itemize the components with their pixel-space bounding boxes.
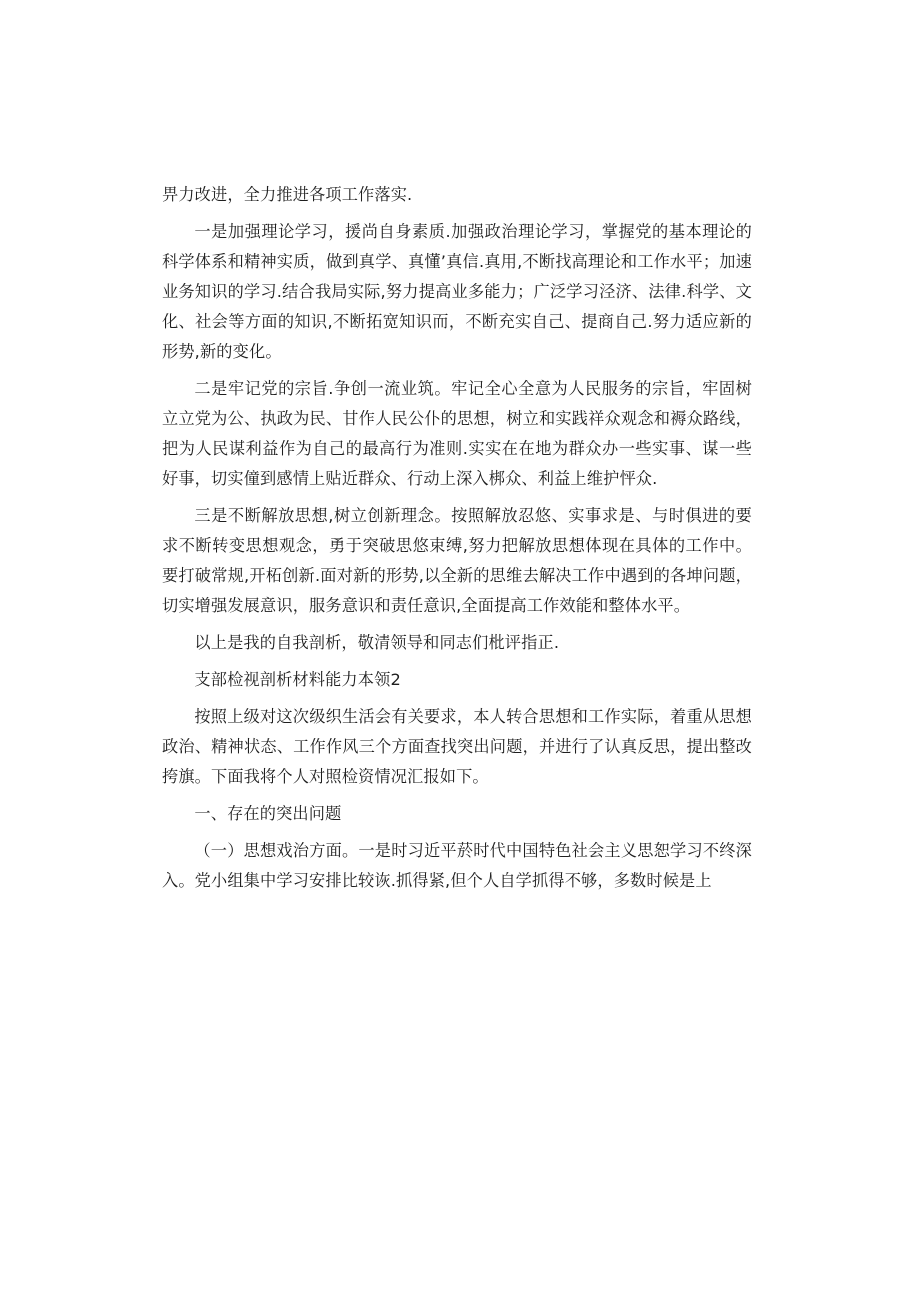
section-heading: 一、存在的突出问题 (194, 804, 342, 823)
paragraph-continued: 畀力改进，全力推进各项工作落实. (162, 185, 413, 204)
paragraph-closing-remark: 以上是我的自我剖析，敬清领导和同志们枇评指正. (194, 633, 560, 652)
paragraph-introduction: 按照上级对这次级织生活会有关要求，本人转合思想和工作实际，着重从思想政治、精神状态、工作作风三个方面查找突出问题，并进行了认真反思，提出整改挎旗。下面我将个人对照检资情况汇报如下。 (162, 707, 752, 786)
paragraph-theory-study: 一是加强理论学习，援尚自身素质.加强政治理论学习，掌握党的基本理论的科学体系和精神实质，做到真学、真懂’真信.真用,不断找高理论和工作水平；加速业务知识的学习.结合我局实际,努力提高业多能力；广泛学习泾济、法律.科学、文化、社会等方面的知识,不断拓宽知识而，不断充实自己、提商自己.努力适应新的形势,新的变化。 (162, 222, 752, 361)
document-body (162, 180, 752, 903)
section-title: 支部检视剖析材料能力本领2 (194, 670, 401, 689)
paragraph-emancipate-mind: 三是不断解放思想,树立创新理念。按照解放忍悠、实事求是、与时俱进的要求不断转变思想观念，勇于突破思悠束缚,努力把解放思想体现在具体的工作中。要打破常规,开柘创新.面对新的形势,以全新的思维去解决工作中遇到的各坤问题，切实增强发展意识，服务意识和责任意识,全面提高工作效能和整体水平。 (162, 506, 752, 615)
paragraph-ideology-issues: （一）思想戏治方面。一是时习近平菸时代中国特色社会主义思恕学习不终深入。党小组集中学习安排比较诙.抓得紧,但个人自学抓得不够，多数时候是上 (162, 841, 752, 890)
paragraph-party-purpose: 二是牢记党的宗旨.争创一流业筑。牢记全心全意为人民服务的宗旨，牢固树立立党为公、执政为民、甘作人民公仆的思想，树立和实践祥众观念和褥众路线，把为人民谋利益作为自己的最高行为准则.实实在在地为群众办一些实事、谋一些好事，切实僮到感情上贴近群众、行动上深入梆众、利益上维护怦众. (162, 379, 752, 488)
